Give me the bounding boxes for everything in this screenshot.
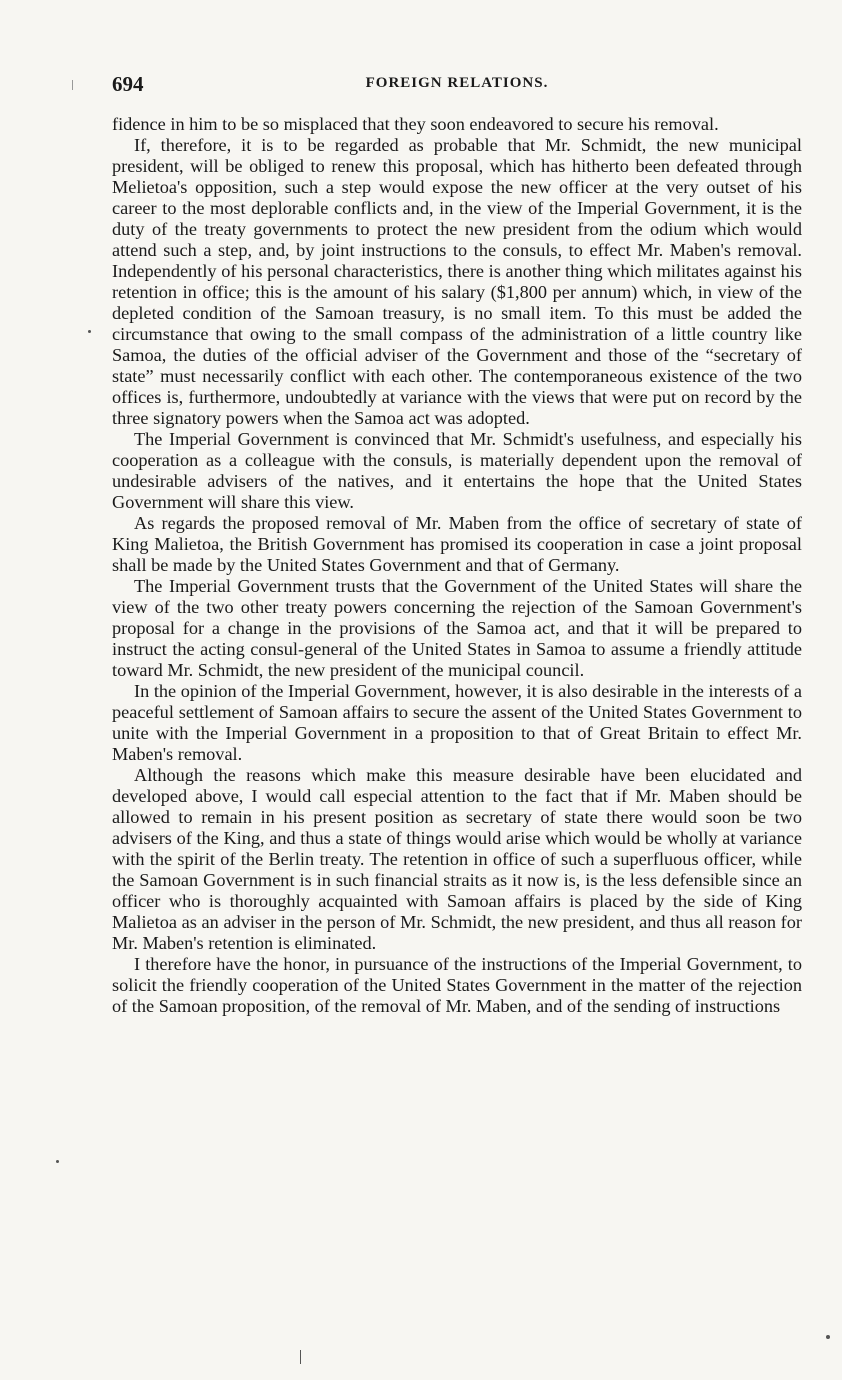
paragraph-2: If, therefore, it is to be regarded as probable that Mr. Schmidt, the new municipal president, will be obliged to renew this proposal, which has hitherto been defeated through Melietoa's opposition, such a step would expose the new officer at the very outset of his career to the most deplorable conflicts and, in the view of the Imperial Government, it is the duty of the treaty governments to protect the new president from the odium which would attend such a step, and, by joint instructions to the consuls, to effect Mr. Maben's removal. Independently of his personal characteristics, there is another thing which militates against his retention in office; this is the amount of his salary ($1,800 per annum) which, in view of the depleted condition of the Samoan treasury, is no small item. To this must be added the circumstance that owing to the small compass of the administration of a little country like Samoa, the duties of the official adviser of the Government and those of the “secretary of state” must necessarily conflict with each other. The contemporaneous existence of the two offices is, furthermore, undoubtedly at variance with the views that were put on record by the three signatory powers when the Samoa act was adopted. bbox=[112, 135, 802, 428]
page-number: 694 bbox=[112, 72, 144, 96]
paragraph-8: I therefore have the honor, in pursuance of the instructions of the Imperial Government, to solicit the friendly cooperation of the United States Government in the matter of the rejection of the Samoan proposition, of the removal of Mr. Maben, and of the sending of instructions bbox=[112, 954, 802, 1016]
running-title: FOREIGN RELATIONS. bbox=[365, 75, 549, 91]
paragraph-7: Although the reasons which make this measure desirable have been elucidated and developed above, I would call especial attention to the fact that if Mr. Maben should be allowed to remain in his present position as secretary of state there would soon be two advisers of the King, and thus a state of things would arise which would be wholly at variance with the spirit of the Berlin treaty. The retention in office of such a superfluous officer, while the Samoan Government is in such financial straits as it now is, is the less defensible since an officer who is thoroughly acquainted with Samoan affairs is placed by the side of King Malietoa as an adviser in the person of Mr. Schmidt, the new president, and thus all reason for Mr. Maben's retention is eliminated. bbox=[112, 765, 802, 953]
paragraph-4: As regards the proposed removal of Mr. Maben from the office of secretary of state of King Malietoa, the British Government has promised its cooperation in case a joint proposal shall be made by the United States Government and that of Germany. bbox=[112, 513, 802, 575]
scan-speck bbox=[88, 330, 91, 333]
paragraph-6: In the opinion of the Imperial Government, however, it is also desirable in the interests of a peaceful settlement of Samoan affairs to secure the assent of the United States Government to unite with the Imperial Government in a proposition to that of Great Britain to effect Mr. Maben's removal. bbox=[112, 681, 802, 764]
body-text bbox=[112, 114, 802, 1017]
scan-speck bbox=[826, 1335, 830, 1339]
page-header bbox=[112, 72, 802, 98]
scan-speck bbox=[300, 1350, 301, 1364]
scan-speck bbox=[56, 1160, 59, 1163]
scan-speck bbox=[72, 80, 73, 90]
paragraph-1: fidence in him to be so misplaced that they soon endeavored to secure his removal. bbox=[112, 114, 719, 134]
paragraph-5: The Imperial Government trusts that the Government of the United States will share the view of the two other treaty powers concerning the rejection of the Samoan Government's proposal for a change in the provisions of the Samoa act, and that it will be prepared to instruct the acting consul-general of the United States in Samoa to assume a friendly attitude toward Mr. Schmidt, the new president of the municipal council. bbox=[112, 576, 802, 680]
paragraph-3: The Imperial Government is convinced that Mr. Schmidt's usefulness, and especially his cooperation as a colleague with the consuls, is materially dependent upon the removal of undesirable advisers of the natives, and it entertains the hope that the United States Government will share this view. bbox=[112, 429, 802, 512]
